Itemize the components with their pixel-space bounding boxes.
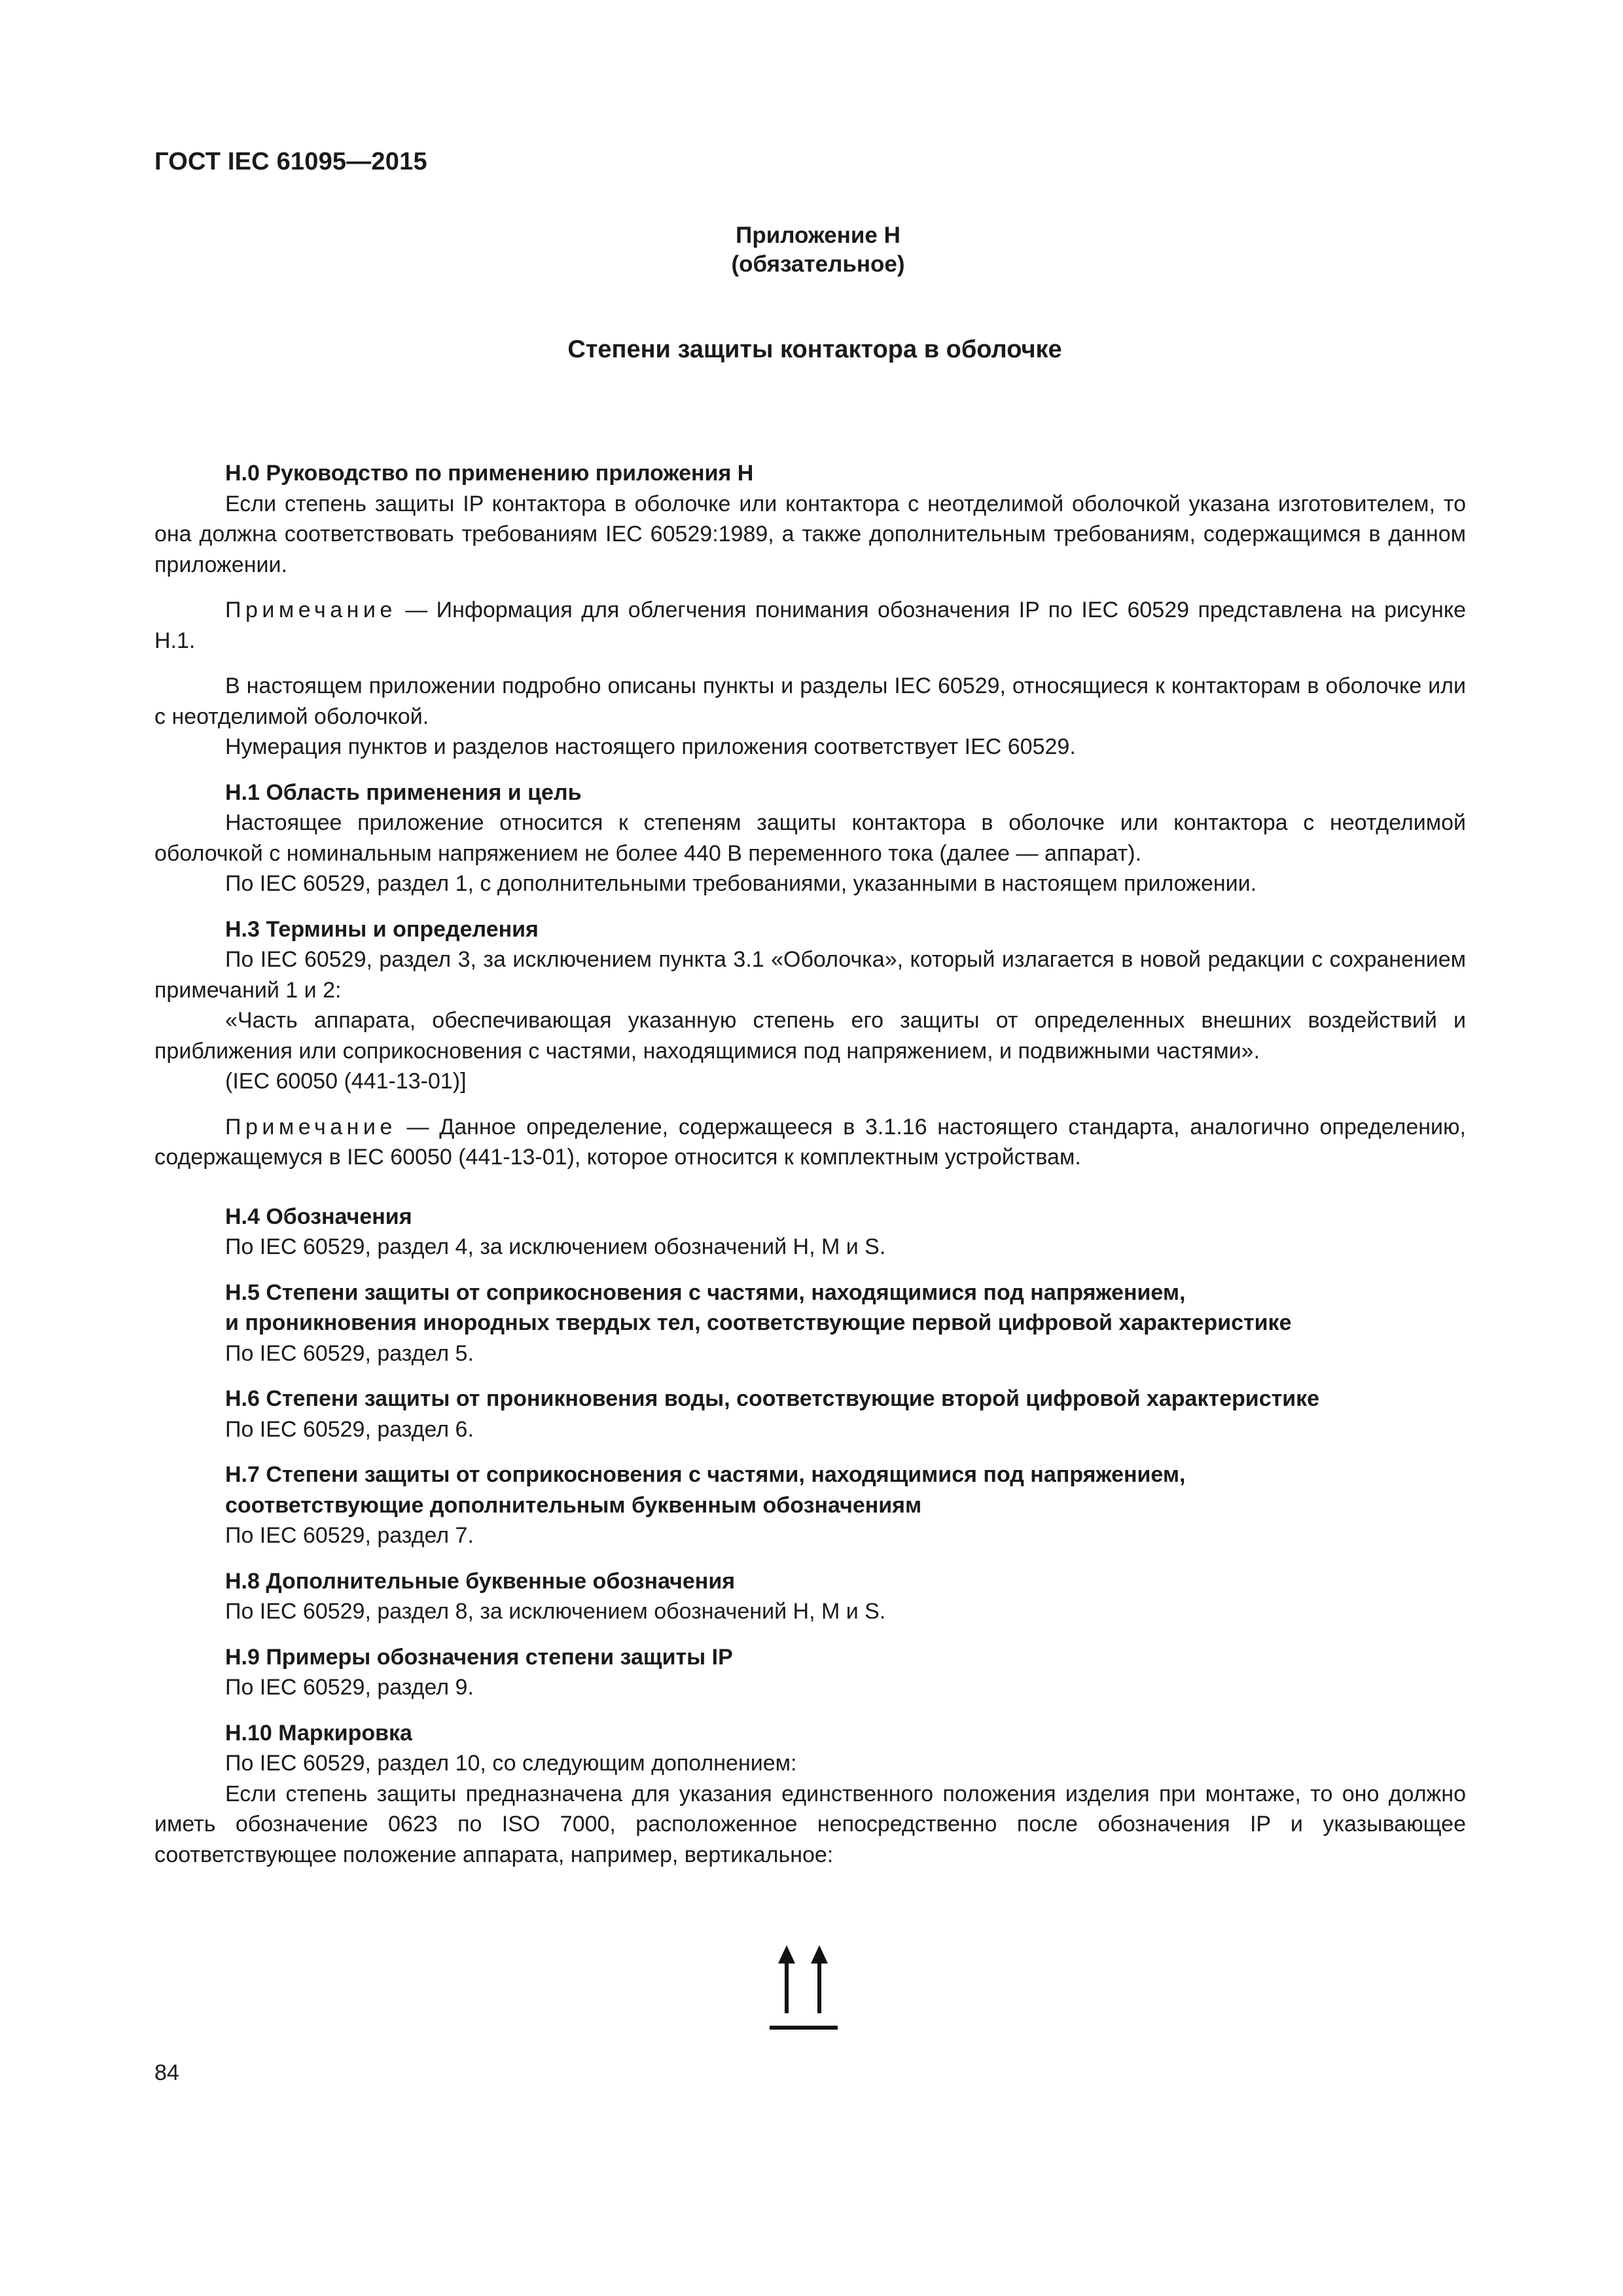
section-h3-definition: «Часть аппарата, обеспечивающая указанную степень его защиты от определенных внешних воздействий и приближения или соприкосновения с частями, находящимися под напряжением, и подвижными частями». [154,1008,1466,1064]
section-h7-paragraph: По IEC 60529, раздел 7. [225,1523,474,1548]
section-h9-title: Н.9 Примеры обозначения степени защиты IP [225,1644,733,1670]
note-text: — Информация для облегчения понимания обозначения IP по IEC 60529 представлена на рисунке Н.1. [154,598,1466,653]
section-h10-title: Н.10 Маркировка [225,1720,412,1746]
section-h7-title-line1: Н.7 Степени защиты от соприкосновения с частями, находящимися под напряжением, [225,1462,1186,1487]
section-h1-paragraph: Настоящее приложение относится к степеням защиты контактора в оболочке или контактора с неотделимой оболочкой с номинальным напряжением не более 440 В переменного тока (далее — аппарат). [154,810,1466,866]
section-h6-paragraph: По IEC 60529, раздел 6. [225,1416,474,1442]
section-h5-title-cont [154,1308,1466,1338]
section-h1-paragraph: По IEC 60529, раздел 1, с дополнительными требованиями, указанными в настоящем приложении. [225,871,1257,896]
section-h5-title [154,1278,1466,1308]
annex-body [154,458,1466,1870]
section-h7-title-line2: соответствующие дополнительным буквенным обозначениям [225,1492,922,1518]
section-h4-paragraph: По IEC 60529, раздел 4, за исключением обозначений Н, М и S. [225,1234,886,1259]
section-h10-paragraph: Если степень защиты предназначена для указания единственного положения изделия при монтаже, то оно должно иметь обозначение 0623 по ISO 7000, расположенное непосредственно после обозначения IP и указывающее соответствующее положение аппарата, например, вертикальное: [154,1781,1466,1867]
section-h3-note [154,1112,1466,1173]
note-label: Примечание [225,1114,397,1139]
section-h3-paragraph: По IEC 60529, раздел 3, за исключением пункта 3.1 «Оболочка», который излагается в новой редакции с сохранением примечаний 1 и 2: [154,947,1466,1003]
section-h10-paragraph: По IEC 60529, раздел 10, со следующим дополнением: [225,1751,797,1776]
section-h8-title: Н.8 Дополнительные буквенные обозначения [225,1568,736,1594]
vertical-position-arrows-icon [767,1944,840,2036]
note-label: Примечание [225,598,397,622]
section-h8-paragraph: По IEC 60529, раздел 8, за исключением обозначений Н, М и S. [225,1599,886,1624]
section-h9-paragraph: По IEC 60529, раздел 9. [225,1675,474,1700]
section-h7-title [154,1460,1466,1490]
section-h4-title: Н.4 Обозначения [225,1204,412,1229]
section-h0-note [154,595,1466,656]
section-h0-paragraph: Если степень защиты IP контактора в оболочке или контактора с неотделимой оболочкой указана изготовителем, то она должна соответствовать требованиям IEC 60529:1989, а также дополнительным требованиям, содержащимся в данном приложении. [154,491,1466,577]
section-h5-title-line1: Н.5 Степени защиты от соприкосновения с частями, находящимися под напряжением, [225,1280,1186,1305]
section-h6-title: Н.6 Степени защиты от проникновения воды, соответствующие второй цифровой характеристике [225,1386,1320,1411]
section-h0-paragraph: Нумерация пунктов и разделов настоящего приложения соответствует IEC 60529. [225,734,1076,759]
page-number: 84 [154,2060,179,2085]
document-code: ГОСТ IEC 61095—2015 [154,148,427,175]
annex-status: (обязательное) [731,251,905,278]
section-h5-paragraph: По IEC 60529, раздел 5. [225,1340,474,1366]
section-h3-reference: (IEC 60050 (441-13-01)] [225,1069,467,1094]
annex-heading [0,221,1623,279]
annex-title: Степени защиты контактора в оболочке [567,336,1062,363]
annex-label: Приложение Н [736,223,901,248]
section-h5-title-line2: и проникновения инородных твердых тел, соответствующие первой цифровой характеристике [225,1310,1292,1335]
note-text: — Данное определение, содержащееся в 3.1.16 настоящего стандарта, аналогично определению, содержащемуся в IEC 60050 (441-13-01), которое относится к комплектным устройствам. [154,1114,1466,1170]
section-h7-title-cont [154,1490,1466,1521]
section-h0-paragraph: В настоящем приложении подробно описаны пункты и разделы IEC 60529, относящиеся к контакторам в оболочке или с неотделимой оболочкой. [154,673,1466,729]
section-h3-title: Н.3 Термины и определения [225,916,539,942]
section-h1-title: Н.1 Область применения и цель [225,780,582,805]
section-h0-title: Н.0 Руководство по применению приложения Н [225,461,754,486]
